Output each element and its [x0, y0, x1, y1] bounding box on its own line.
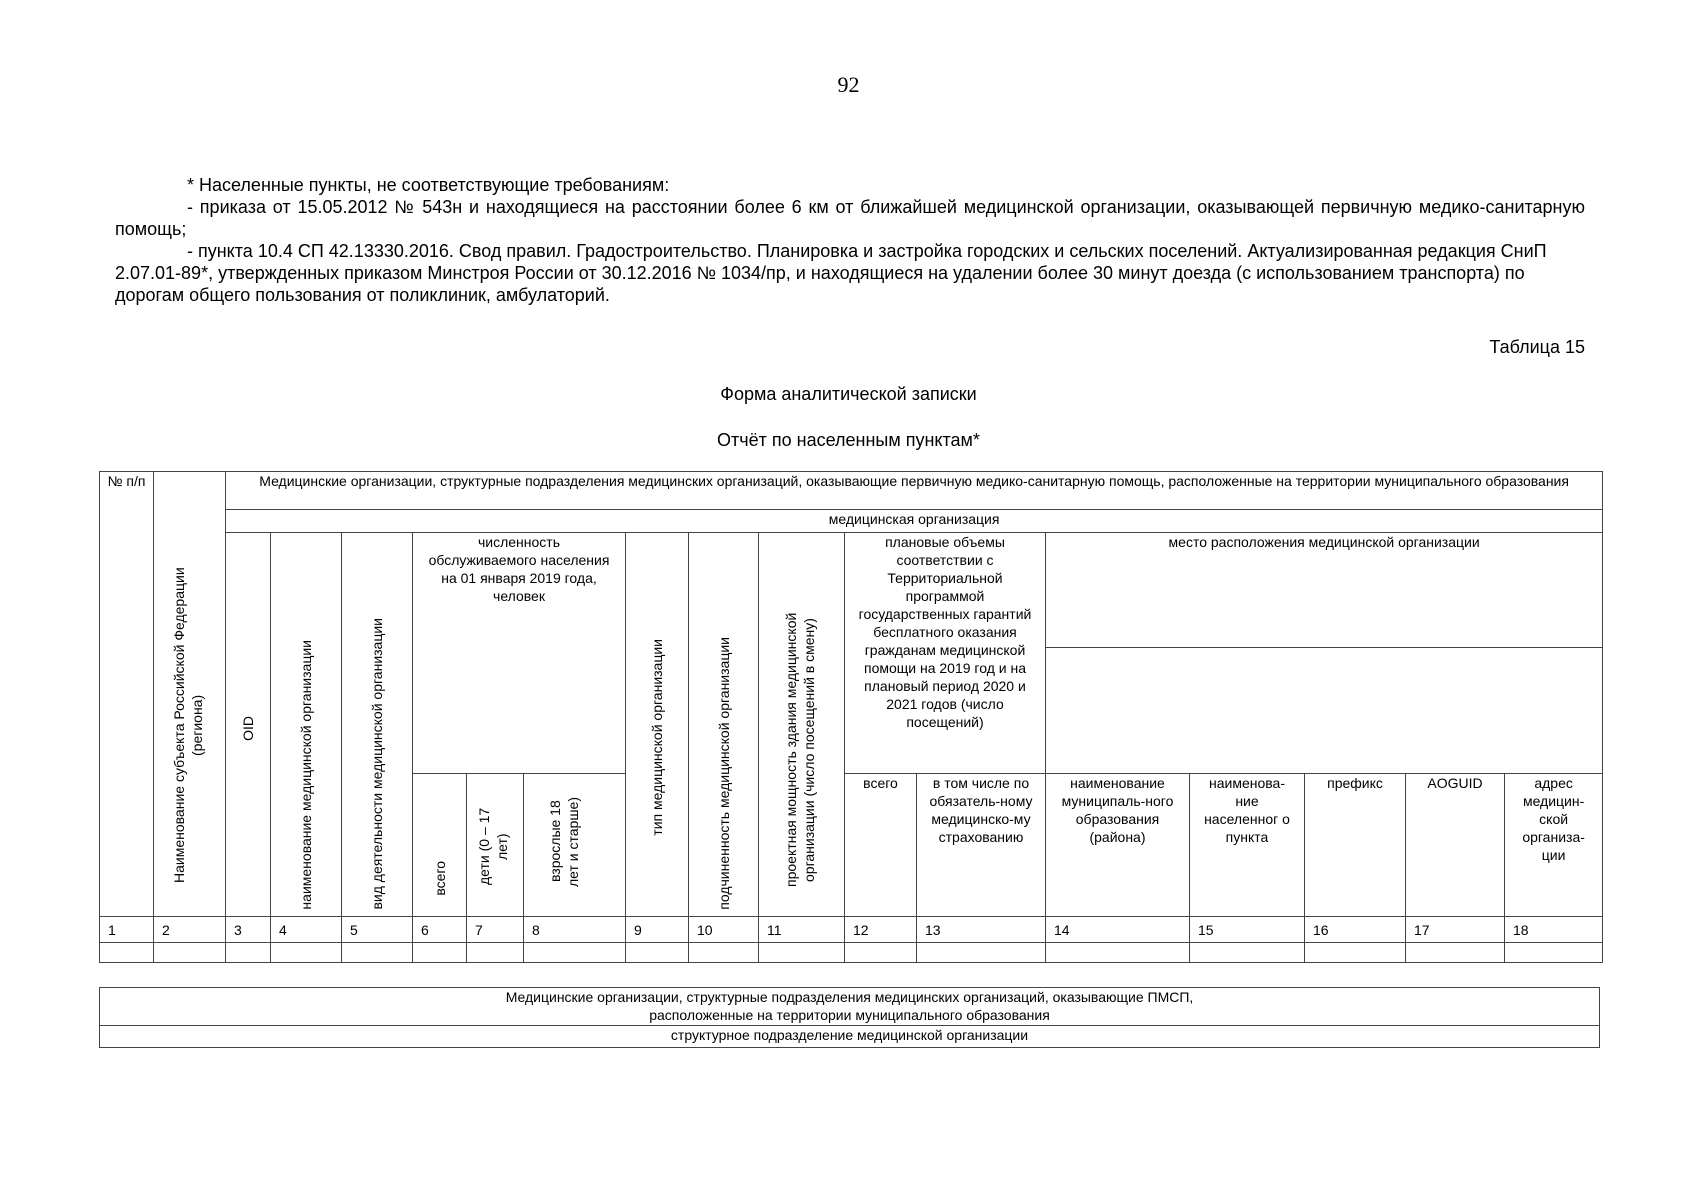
- column-number: 11: [759, 917, 845, 943]
- empty-data-row: [100, 943, 1603, 963]
- subdivision-group-header: [100, 988, 1600, 1026]
- header-loc-municipality-label: наименование муниципаль-ного образования (района): [1061, 775, 1174, 845]
- column-number: 9: [626, 917, 689, 943]
- header-planned-volumes-label: плановые объемы соответствии с Территориальной программой государственных гарантий бесплатного оказания гражданам медицинской помощи на 2019 год и на плановый период 2020 и 2021 годов (число посещений): [858, 534, 1032, 730]
- empty-cell: [759, 943, 845, 963]
- header-pop-adults-label: взрослые 18 лет и старше): [546, 796, 581, 887]
- header-loc-prefix: [1305, 774, 1406, 917]
- footnote-item-order: - приказа от 15.05.2012 № 543н и находящиеся на расстоянии более 6 км от ближайшей медицинской организации, оказывающей первичную медико-санитарную помощь;: [115, 197, 1585, 239]
- column-number: 14: [1046, 917, 1190, 943]
- header-mo-subordination: [689, 533, 759, 917]
- empty-cell: [413, 943, 467, 963]
- header-planned-total: [845, 774, 917, 917]
- empty-cell: [226, 943, 271, 963]
- header-planned-volumes: [845, 533, 1046, 774]
- header-pop-total: [413, 774, 467, 917]
- empty-cell: [467, 943, 524, 963]
- subdivision-subheader: [100, 1026, 1600, 1048]
- empty-cell: [917, 943, 1046, 963]
- header-mo-name-label: наименование медицинской организации: [298, 640, 314, 910]
- header-pop-children: [467, 774, 524, 917]
- empty-cell: [342, 943, 413, 963]
- header-population: [413, 533, 626, 774]
- footnotes: [115, 174, 1585, 306]
- header-row-number: [100, 472, 154, 917]
- header-oid: [226, 533, 271, 917]
- header-loc-settlement: [1190, 774, 1305, 917]
- subdivision-table: [99, 987, 1600, 1048]
- header-region-label: Наименование субъекта Российской Федерации (региона): [170, 567, 205, 883]
- empty-cell: [1190, 943, 1305, 963]
- header-planned-oms: [917, 774, 1046, 917]
- column-number: 6: [413, 917, 467, 943]
- table-number: Таблица 15: [1489, 337, 1585, 357]
- column-number: 8: [524, 917, 626, 943]
- header-mo-group: [226, 472, 1603, 510]
- header-capacity: [759, 533, 845, 917]
- column-number: 12: [845, 917, 917, 943]
- column-number: 16: [1305, 917, 1406, 943]
- header-loc-settlement-label: наименова-ние населенног о пункта: [1204, 775, 1290, 845]
- header-loc-aoguid-label: AOGUID: [1427, 775, 1483, 791]
- page-number: 92: [837, 72, 860, 97]
- empty-cell: [271, 943, 342, 963]
- header-mo-type-label: тип медицинской организации: [649, 639, 665, 836]
- header-mo-activity: [342, 533, 413, 917]
- empty-cell: [845, 943, 917, 963]
- subdivision-group-header-label: Медицинские организации, структурные подразделения медицинских организаций, оказывающие ПМСП, расположенные на территории муниципального образования: [505, 989, 1194, 1023]
- empty-cell: [154, 943, 226, 963]
- header-location-blank: [1046, 648, 1603, 774]
- header-planned-oms-label: в том числе по обязатель-ному медицинско-му страхованию: [929, 775, 1033, 845]
- column-number-row: [100, 917, 1603, 943]
- form-title: Форма аналитической записки: [720, 384, 977, 404]
- report-table: [99, 471, 1603, 963]
- empty-cell: [1046, 943, 1190, 963]
- empty-cell: [524, 943, 626, 963]
- header-mo-subordination-label: подчиненность медицинской организации: [715, 637, 732, 910]
- column-number: 1: [100, 917, 154, 943]
- header-oid-label: OID: [240, 716, 256, 741]
- empty-cell: [100, 943, 154, 963]
- empty-cell: [689, 943, 759, 963]
- header-population-label: численность обслуживаемого населения на 01 января 2019 года, человек: [428, 534, 610, 604]
- header-mo-name: [271, 533, 342, 917]
- header-capacity-label: проектная мощность здания медицинской организации (число посещений в смену): [782, 612, 817, 888]
- subdivision-subheader-label: структурное подразделение медицинской организации: [670, 1027, 1029, 1043]
- column-number: 7: [467, 917, 524, 943]
- footnote-item-sp: - пункта 10.4 СП 42.13330.2016. Свод правил. Градостроительство. Планировка и застройка городских и сельских поселений. Актуализированная редакция СниП 2.07.01-89*, утвержденных приказом Минстроя России от 30.12.2016 № 1034/пр, и находящиеся на удалении более 30 минут доезда (с использованием транспорта) по дорогам общего пользования от поликлиник, амбулаторий.: [115, 241, 1547, 305]
- empty-cell: [1305, 943, 1406, 963]
- empty-cell: [1505, 943, 1603, 963]
- header-medical-organization-label: медицинская организация: [828, 511, 1000, 527]
- header-location-label: место расположения медицинской организации: [1168, 534, 1480, 550]
- empty-cell: [1406, 943, 1505, 963]
- column-number: 3: [226, 917, 271, 943]
- header-loc-address-label: адрес медицин-ской организа-ции: [1522, 775, 1585, 863]
- header-loc-address: [1505, 774, 1603, 917]
- header-loc-aoguid: [1406, 774, 1505, 917]
- header-pop-adults: [524, 774, 626, 917]
- header-pop-total-label: всего: [431, 861, 448, 896]
- column-number: 15: [1190, 917, 1305, 943]
- column-number: 2: [154, 917, 226, 943]
- header-mo-type: [626, 533, 689, 917]
- column-number: 10: [689, 917, 759, 943]
- header-loc-prefix-label: префикс: [1327, 775, 1383, 791]
- header-location: [1046, 533, 1603, 648]
- column-number: 13: [917, 917, 1046, 943]
- column-number: 4: [271, 917, 342, 943]
- header-loc-municipality: [1046, 774, 1190, 917]
- column-number: 5: [342, 917, 413, 943]
- header-pop-children-label: дети (0 – 17 лет): [476, 807, 510, 886]
- header-mo-group-label: Медицинские организации, структурные подразделения медицинских организаций, оказывающие первичную медико-санитарную помощь, расположенные на территории муниципального образования: [259, 473, 1569, 489]
- header-row-number-label: № п/п: [107, 473, 146, 489]
- header-planned-total-label: всего: [863, 775, 898, 791]
- header-region: [154, 472, 226, 917]
- column-number: 17: [1406, 917, 1505, 943]
- column-number: 18: [1505, 917, 1603, 943]
- empty-cell: [626, 943, 689, 963]
- report-title: Отчёт по населенным пунктам*: [717, 430, 980, 450]
- header-medical-organization: [226, 510, 1603, 533]
- footnote-intro: * Населенные пункты, не соответствующие требованиям:: [187, 175, 670, 195]
- header-mo-activity-label: вид деятельности медицинской организации: [369, 618, 385, 910]
